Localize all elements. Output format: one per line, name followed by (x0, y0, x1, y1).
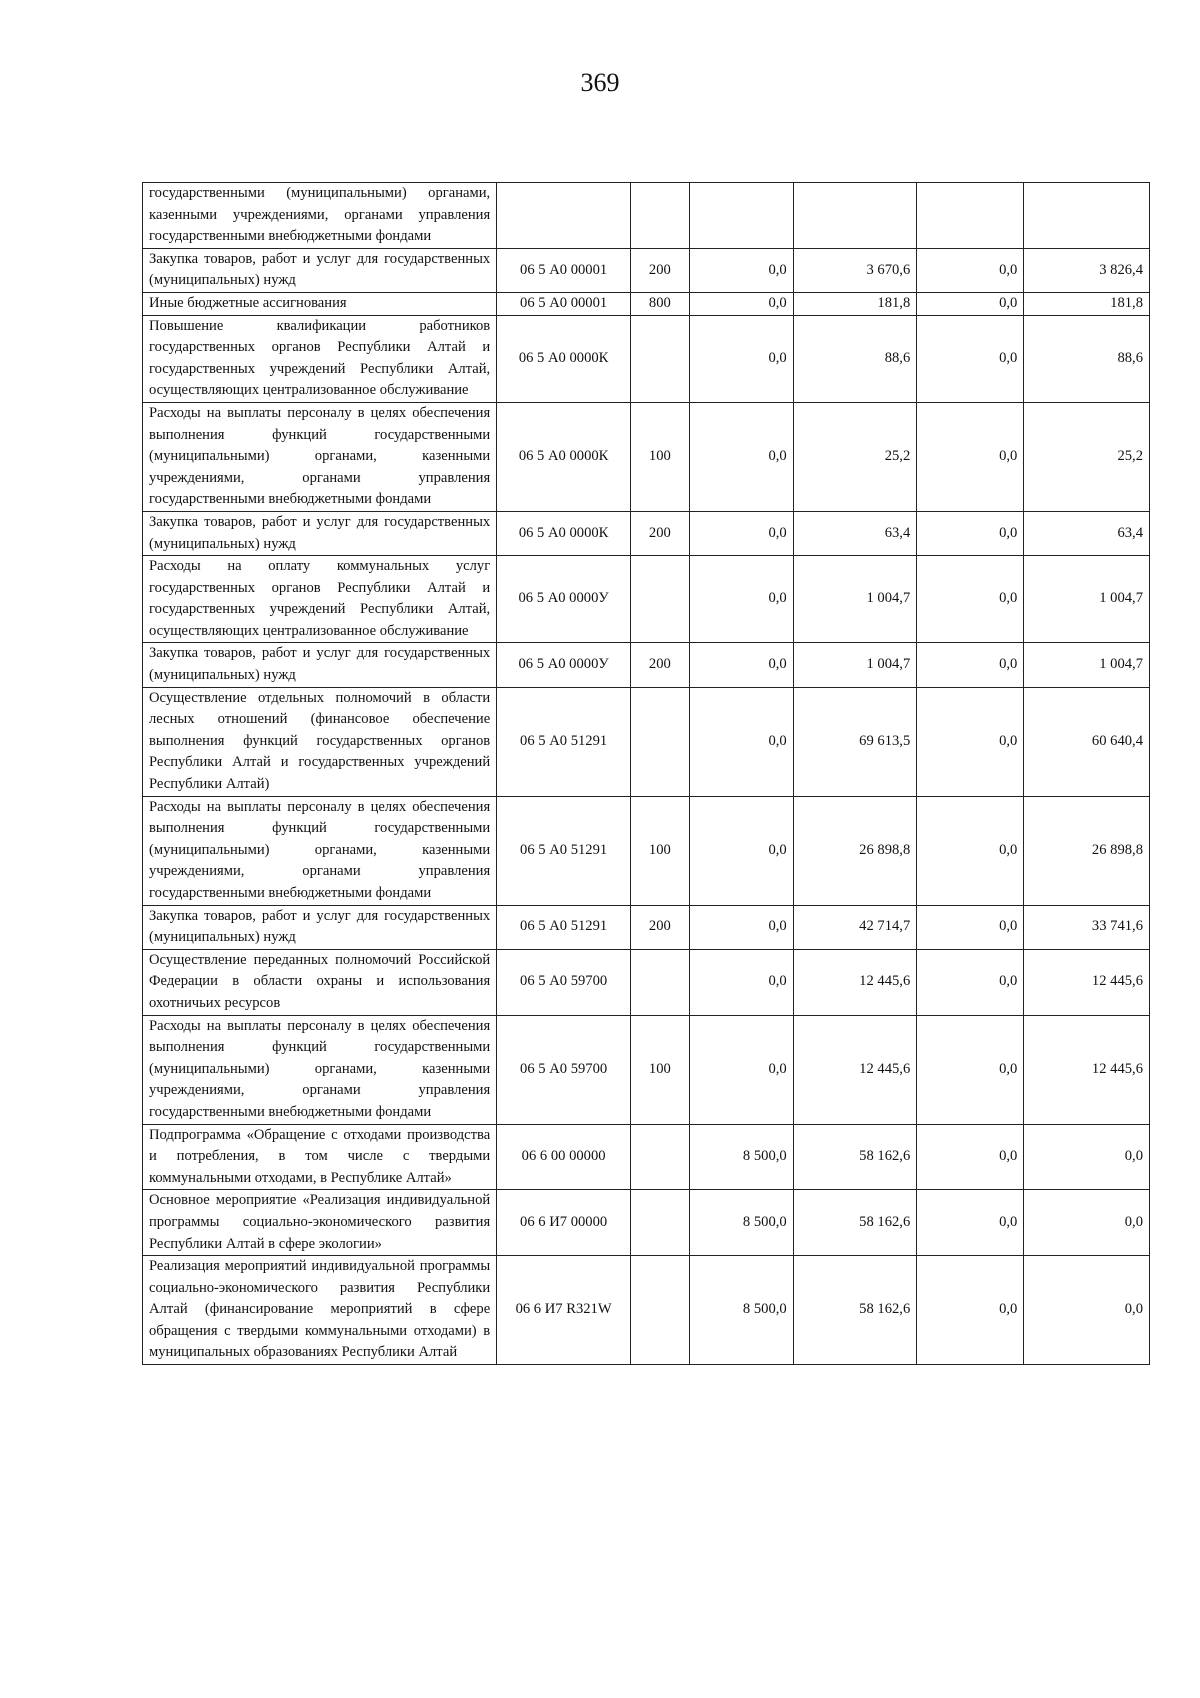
row-value-1: 0,0 (689, 643, 793, 687)
row-value-2: 3 670,6 (793, 248, 917, 292)
row-value-1: 0,0 (689, 687, 793, 796)
row-value-2: 12 445,6 (793, 949, 917, 1015)
page-number: 369 (580, 68, 620, 97)
row-code: 06 5 А0 59700 (497, 949, 631, 1015)
row-name: Подпрограмма «Обращение с отходами производства и потребления, в том числе с твердыми коммунальными отходами, в Республике Алтай» (143, 1124, 497, 1190)
row-code: 06 5 А0 00001 (497, 292, 631, 315)
table-row (143, 1124, 1150, 1190)
row-value-4: 1 004,7 (1024, 643, 1150, 687)
row-value-4: 12 445,6 (1024, 949, 1150, 1015)
row-value-3: 0,0 (917, 1256, 1024, 1365)
row-value-4: 181,8 (1024, 292, 1150, 315)
row-expense-type: 100 (631, 796, 690, 905)
row-value-1: 8 500,0 (689, 1124, 793, 1190)
row-value-3: 0,0 (917, 1015, 1024, 1124)
row-value-4: 26 898,8 (1024, 796, 1150, 905)
row-value-4: 63,4 (1024, 511, 1150, 555)
row-value-3: 0,0 (917, 905, 1024, 949)
row-name: Осуществление переданных полномочий Российской Федерации в области охраны и использования охотничьих ресурсов (143, 949, 497, 1015)
budget-table (142, 182, 1150, 1365)
row-value-4: 33 741,6 (1024, 905, 1150, 949)
row-value-2: 42 714,7 (793, 905, 917, 949)
row-value-2: 181,8 (793, 292, 917, 315)
row-value-2 (793, 183, 917, 249)
row-name: Осуществление отдельных полномочий в области лесных отношений (финансовое обеспечение выполнения функций государственных органов Республики Алтай и государственных учреждений Республики Алтай) (143, 687, 497, 796)
table-row (143, 1256, 1150, 1365)
row-code: 06 6 00 00000 (497, 1124, 631, 1190)
row-code: 06 5 А0 51291 (497, 905, 631, 949)
row-value-1: 0,0 (689, 905, 793, 949)
row-name: Закупка товаров, работ и услуг для государственных (муниципальных) нужд (143, 511, 497, 555)
row-value-4 (1024, 183, 1150, 249)
row-name: Расходы на выплаты персоналу в целях обеспечения выполнения функций государственными (муниципальными) органами, казенными учреждениями, органами управления государственными внебюджетными фондами (143, 1015, 497, 1124)
row-code: 06 5 А0 0000К (497, 511, 631, 555)
row-expense-type (631, 1256, 690, 1365)
row-expense-type: 200 (631, 511, 690, 555)
row-value-1: 0,0 (689, 511, 793, 555)
row-value-3 (917, 183, 1024, 249)
row-value-3: 0,0 (917, 402, 1024, 511)
row-name: Иные бюджетные ассигнования (143, 292, 497, 315)
table-row (143, 949, 1150, 1015)
row-value-1: 0,0 (689, 292, 793, 315)
row-value-4: 0,0 (1024, 1124, 1150, 1190)
row-value-4: 0,0 (1024, 1256, 1150, 1365)
row-name: Закупка товаров, работ и услуг для государственных (муниципальных) нужд (143, 248, 497, 292)
table-row (143, 315, 1150, 402)
table-row (143, 1015, 1150, 1124)
row-value-2: 1 004,7 (793, 643, 917, 687)
row-code (497, 183, 631, 249)
row-expense-type: 100 (631, 402, 690, 511)
row-code: 06 5 А0 0000К (497, 402, 631, 511)
row-expense-type: 200 (631, 905, 690, 949)
table-row (143, 402, 1150, 511)
row-value-2: 63,4 (793, 511, 917, 555)
row-code: 06 5 А0 59700 (497, 1015, 631, 1124)
row-value-4: 0,0 (1024, 1190, 1150, 1256)
row-value-4: 3 826,4 (1024, 248, 1150, 292)
row-value-1: 0,0 (689, 1015, 793, 1124)
row-code: 06 6 И7 R321W (497, 1256, 631, 1365)
row-value-1: 8 500,0 (689, 1256, 793, 1365)
row-value-2: 25,2 (793, 402, 917, 511)
row-value-3: 0,0 (917, 687, 1024, 796)
row-value-4: 25,2 (1024, 402, 1150, 511)
row-expense-type: 200 (631, 643, 690, 687)
row-value-3: 0,0 (917, 292, 1024, 315)
row-expense-type (631, 687, 690, 796)
row-name: государственными (муниципальными) органами, казенными учреждениями, органами управления государственными внебюджетными фондами (143, 183, 497, 249)
row-value-2: 12 445,6 (793, 1015, 917, 1124)
row-value-3: 0,0 (917, 949, 1024, 1015)
row-value-2: 58 162,6 (793, 1124, 917, 1190)
row-expense-type (631, 183, 690, 249)
row-code: 06 5 А0 0000К (497, 315, 631, 402)
row-value-2: 58 162,6 (793, 1190, 917, 1256)
row-value-3: 0,0 (917, 1124, 1024, 1190)
table-row (143, 796, 1150, 905)
table-row (143, 687, 1150, 796)
table-row (143, 183, 1150, 249)
row-value-2: 26 898,8 (793, 796, 917, 905)
row-name: Повышение квалификации работников государственных органов Республики Алтай и государственных учреждений Республики Алтай, осуществляющих централизованное обслуживание (143, 315, 497, 402)
table-row (143, 556, 1150, 643)
row-value-1: 0,0 (689, 556, 793, 643)
row-value-3: 0,0 (917, 556, 1024, 643)
row-value-4: 12 445,6 (1024, 1015, 1150, 1124)
row-expense-type: 100 (631, 1015, 690, 1124)
row-name: Реализация мероприятий индивидуальной программы социально-экономического развития Республики Алтай (финансирование мероприятий в сфере обращения с твердыми коммунальными отходами) в муниципальных образованиях Республики Алтай (143, 1256, 497, 1365)
row-name: Расходы на оплату коммунальных услуг государственных органов Республики Алтай и государственных учреждений Республики Алтай, осуществляющих централизованное обслуживание (143, 556, 497, 643)
row-expense-type (631, 1124, 690, 1190)
row-value-4: 88,6 (1024, 315, 1150, 402)
row-expense-type (631, 949, 690, 1015)
table-row (143, 292, 1150, 315)
table-row (143, 905, 1150, 949)
row-value-4: 1 004,7 (1024, 556, 1150, 643)
table-body (143, 183, 1150, 1365)
row-value-3: 0,0 (917, 796, 1024, 905)
table-row (143, 511, 1150, 555)
row-expense-type: 800 (631, 292, 690, 315)
row-expense-type (631, 315, 690, 402)
table-row (143, 248, 1150, 292)
row-value-1 (689, 183, 793, 249)
row-code: 06 6 И7 00000 (497, 1190, 631, 1256)
row-value-4: 60 640,4 (1024, 687, 1150, 796)
row-value-2: 58 162,6 (793, 1256, 917, 1365)
row-value-1: 8 500,0 (689, 1190, 793, 1256)
table-row (143, 1190, 1150, 1256)
row-value-3: 0,0 (917, 643, 1024, 687)
row-code: 06 5 А0 51291 (497, 796, 631, 905)
row-value-2: 69 613,5 (793, 687, 917, 796)
row-value-2: 88,6 (793, 315, 917, 402)
row-value-1: 0,0 (689, 315, 793, 402)
row-name: Основное мероприятие «Реализация индивидуальной программы социально-экономического развития Республики Алтай в сфере экологии» (143, 1190, 497, 1256)
row-value-3: 0,0 (917, 1190, 1024, 1256)
row-expense-type (631, 1190, 690, 1256)
row-name: Закупка товаров, работ и услуг для государственных (муниципальных) нужд (143, 905, 497, 949)
row-value-3: 0,0 (917, 248, 1024, 292)
row-value-1: 0,0 (689, 949, 793, 1015)
row-name: Расходы на выплаты персоналу в целях обеспечения выполнения функций государственными (муниципальными) органами, казенными учреждениями, органами управления государственными внебюджетными фондами (143, 796, 497, 905)
row-name: Расходы на выплаты персоналу в целях обеспечения выполнения функций государственными (муниципальными) органами, казенными учреждениями, органами управления государственными внебюджетными фондами (143, 402, 497, 511)
row-name: Закупка товаров, работ и услуг для государственных (муниципальных) нужд (143, 643, 497, 687)
row-value-3: 0,0 (917, 315, 1024, 402)
row-code: 06 5 А0 00001 (497, 248, 631, 292)
row-code: 06 5 А0 51291 (497, 687, 631, 796)
row-expense-type: 200 (631, 248, 690, 292)
row-value-2: 1 004,7 (793, 556, 917, 643)
row-code: 06 5 А0 0000У (497, 643, 631, 687)
row-value-1: 0,0 (689, 402, 793, 511)
row-expense-type (631, 556, 690, 643)
row-value-1: 0,0 (689, 248, 793, 292)
row-value-3: 0,0 (917, 511, 1024, 555)
row-value-1: 0,0 (689, 796, 793, 905)
row-code: 06 5 А0 0000У (497, 556, 631, 643)
table-row (143, 643, 1150, 687)
